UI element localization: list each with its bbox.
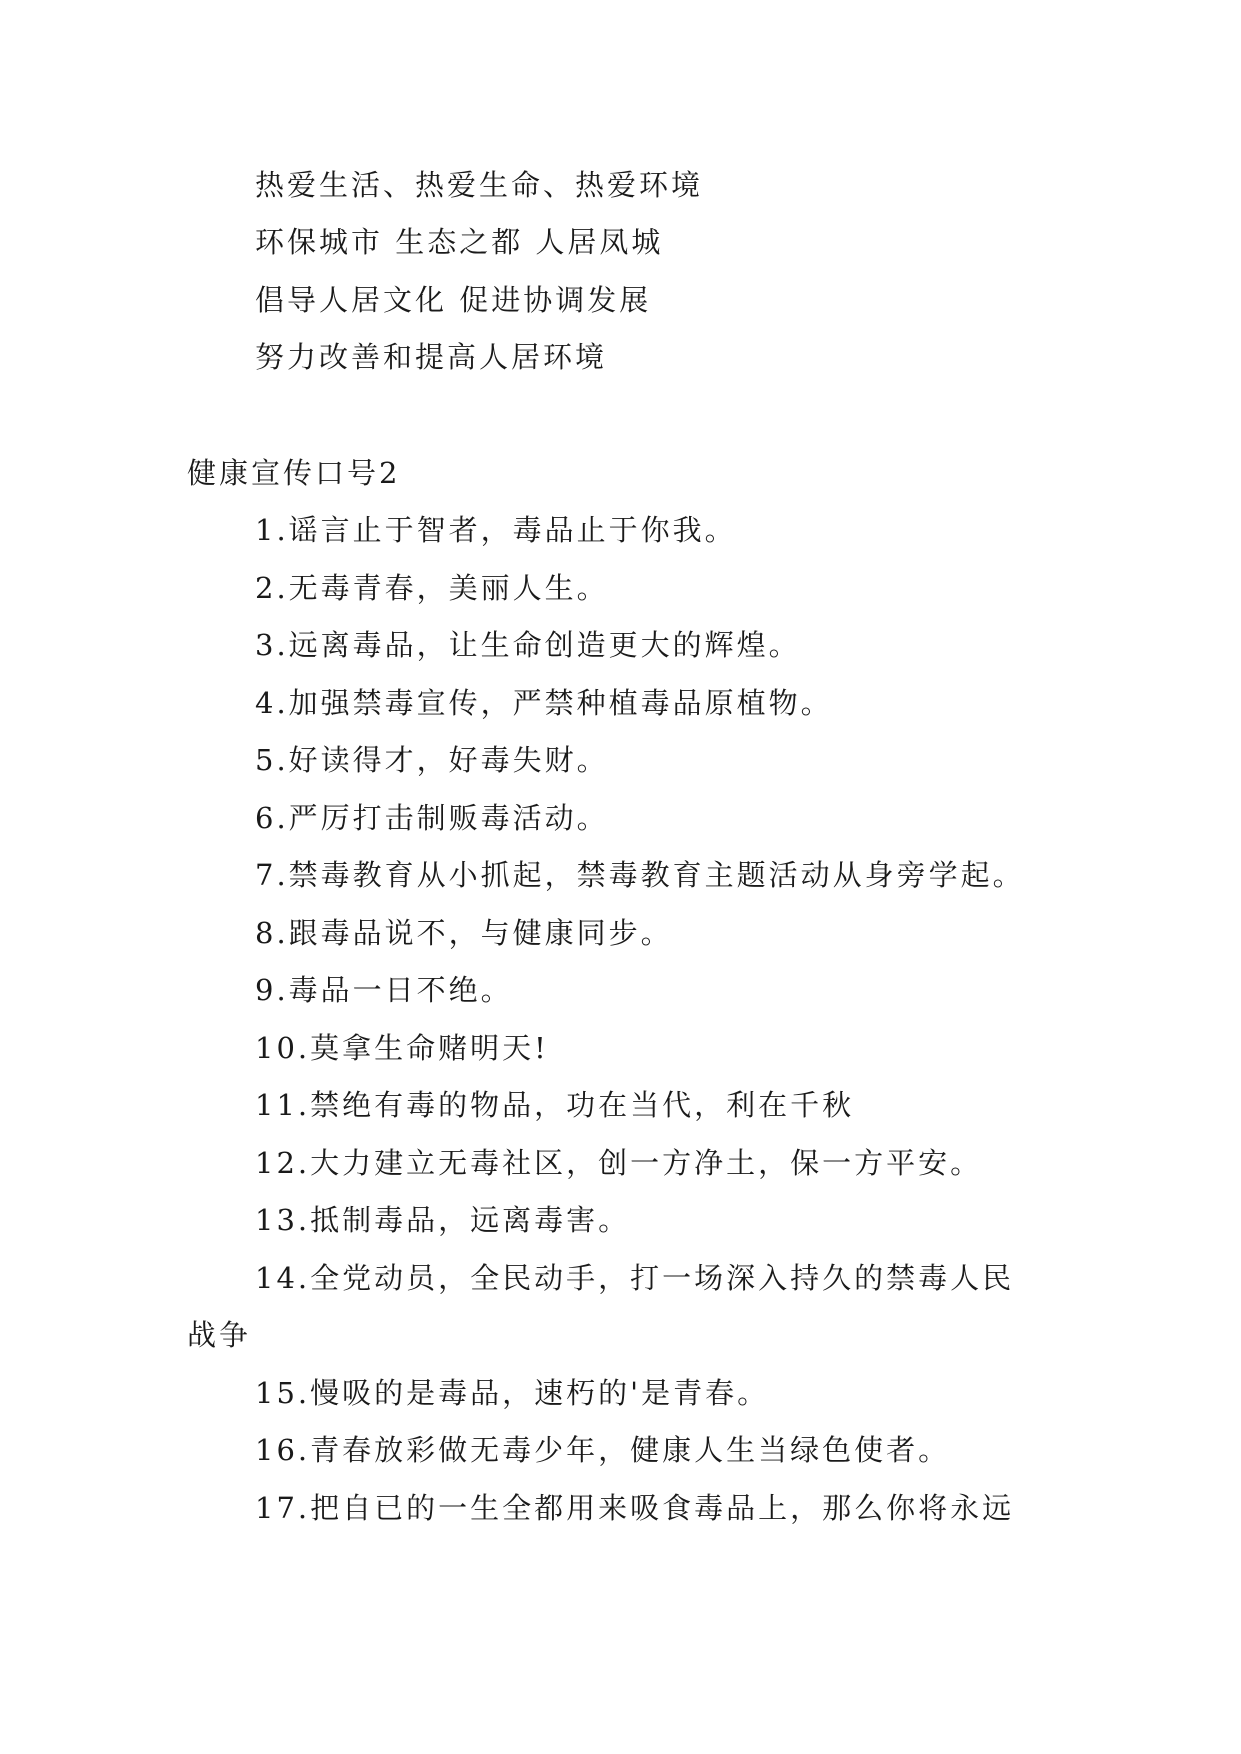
slogan-line: 2.无毒青春，美丽人生。	[255, 571, 609, 605]
slogan-line: 14.全党动员，全民动手，打一场深入持久的禁毒人民	[255, 1261, 1015, 1295]
slogan-line: 7.禁毒教育从小抓起，禁毒教育主题活动从身旁学起。	[255, 858, 1025, 892]
slogan-continuation: 战争	[187, 1318, 252, 1352]
section-heading: 健康宣传口号2	[187, 456, 401, 490]
slogan-line: 17.把自已的一生全都用来吸食毒品上，那么你将永远	[255, 1491, 1015, 1525]
slogan-line: 6.严厉打击制贩毒活动。	[255, 801, 609, 835]
slogan-line: 9.毒品一日不绝。	[255, 973, 513, 1007]
intro-line: 倡导人居文化 促进协调发展	[255, 283, 652, 317]
slogan-line: 3.远离毒品，让生命创造更大的辉煌。	[255, 628, 801, 662]
intro-line: 努力改善和提高人居环境	[255, 340, 608, 374]
intro-line: 环保城市 生态之都 人居凤城	[255, 225, 664, 259]
slogan-line: 11.禁绝有毒的物品，功在当代，利在千秋	[255, 1088, 855, 1122]
slogan-line: 15.慢吸的是毒品，速朽的'是青春。	[255, 1376, 770, 1410]
slogan-line: 5.好读得才，好毒失财。	[255, 743, 609, 777]
slogan-line: 1.谣言止于智者，毒品止于你我。	[255, 513, 737, 547]
intro-line: 热爱生活、热爱生命、热爱环境	[255, 168, 704, 202]
slogan-line: 16.青春放彩做无毒少年，健康人生当绿色使者。	[255, 1433, 951, 1467]
slogan-line: 8.跟毒品说不，与健康同步。	[255, 916, 673, 950]
slogan-line: 10.莫拿生命赌明天!	[255, 1031, 549, 1065]
slogan-line: 4.加强禁毒宣传，严禁种植毒品原植物。	[255, 686, 833, 720]
slogan-line: 13.抵制毒品，远离毒害。	[255, 1203, 631, 1237]
slogan-line: 12.大力建立无毒社区，创一方净土，保一方平安。	[255, 1146, 983, 1180]
